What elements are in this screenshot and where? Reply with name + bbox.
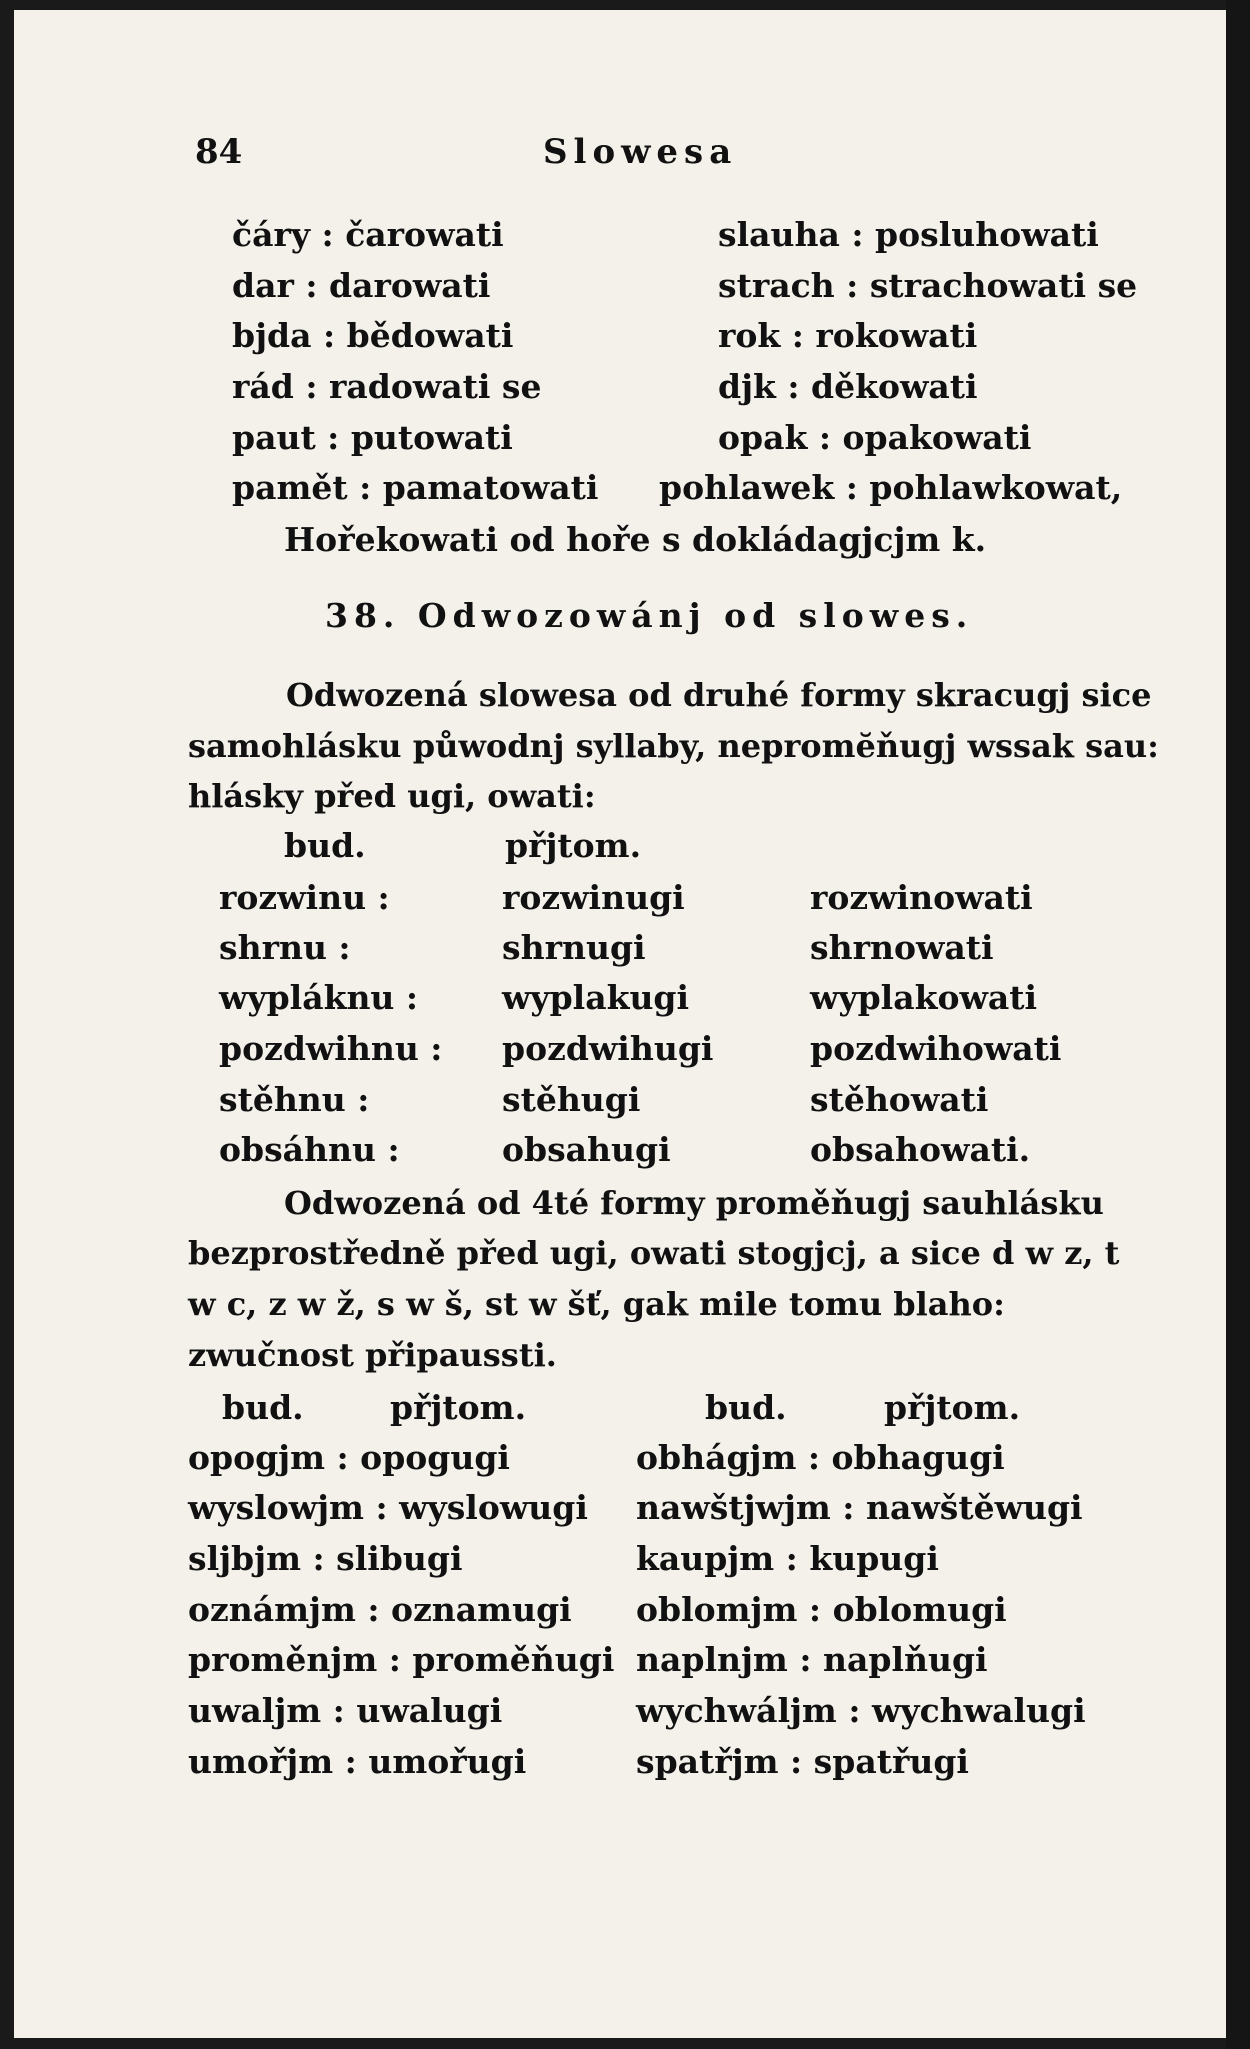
- table2-left-item: sljbjm : slibugi: [188, 1539, 463, 1578]
- column-head-future: bud.: [222, 1388, 304, 1427]
- paragraph-line: zwučnost připaussti.: [188, 1336, 557, 1374]
- table2-right-item: nawštjwjm : nawštěwugi: [636, 1488, 1083, 1527]
- table1-cell: wypláknu :: [219, 978, 419, 1017]
- pair-left: rád : radowati se: [232, 367, 542, 406]
- table1-cell: shrnugi: [502, 928, 646, 967]
- pair-right: pohlawek : pohlawkowat,: [659, 468, 1123, 507]
- note-line: Hořekowati od hoře s dokládagjcjm k.: [284, 520, 987, 559]
- pair-right: opak : opakowati: [718, 418, 1032, 457]
- column-head-future: bud.: [284, 826, 366, 865]
- pair-right: djk : děkowati: [718, 367, 978, 406]
- table1-cell: obsáhnu :: [219, 1130, 400, 1169]
- column-head-present: přjtom.: [884, 1388, 1021, 1427]
- table1-cell: pozdwihugi: [502, 1029, 714, 1068]
- table1-cell: shrnu :: [219, 928, 351, 967]
- scan-edge: [1226, 0, 1250, 2049]
- paragraph-line: bezprostředně před ugi, owati stogjcj, a sice d w z, t: [188, 1234, 1120, 1272]
- table1-cell: rozwinugi: [502, 878, 685, 917]
- table2-left-item: uwaljm : uwalugi: [188, 1691, 503, 1730]
- table1-cell: stěhnu :: [219, 1080, 370, 1119]
- pair-right: rok : rokowati: [718, 316, 978, 355]
- column-head-present: přjtom.: [505, 826, 642, 865]
- pair-right: strach : strachowati se: [718, 266, 1138, 305]
- column-head-future: bud.: [705, 1388, 787, 1427]
- table2-right-item: kaupjm : kupugi: [636, 1539, 939, 1578]
- section-title: 38. Odwozowánj od slowes.: [325, 596, 974, 635]
- pair-right: slauha : posluhowati: [718, 215, 1099, 254]
- page-number: 84: [195, 132, 243, 172]
- table2-left-item: umořjm : umořugi: [188, 1742, 527, 1781]
- table1-cell: rozwinowati: [810, 878, 1033, 917]
- table1-cell: shrnowati: [810, 928, 994, 967]
- paragraph-line: Odwozená slowesa od druhé formy skracugj sice: [286, 676, 1152, 714]
- column-head-present: přjtom.: [390, 1388, 527, 1427]
- paragraph-line: Odwozená od 4té formy proměňugj sauhlásku: [284, 1184, 1104, 1222]
- table2-right-item: oblomjm : oblomugi: [636, 1590, 1007, 1629]
- table1-cell: pozdwihowati: [810, 1029, 1062, 1068]
- table1-cell: wyplakowati: [810, 978, 1038, 1017]
- table1-cell: pozdwihnu :: [219, 1029, 443, 1068]
- pair-left: pamět : pamatowati: [232, 468, 599, 507]
- paragraph-line: w c, z w ž, s w š, st w šť, gak mile tomu blaho:: [188, 1285, 1005, 1323]
- paragraph-line: hlásky před ugi, owati:: [188, 777, 596, 815]
- pair-left: bjda : bědowati: [232, 316, 514, 355]
- table2-left-item: proměnjm : proměňugi: [188, 1640, 615, 1679]
- table1-cell: stěhugi: [502, 1080, 641, 1119]
- table2-right-item: wychwáljm : wychwalugi: [636, 1691, 1086, 1730]
- table2-right-item: naplnjm : naplňugi: [636, 1640, 988, 1679]
- table1-cell: rozwinu :: [219, 878, 390, 917]
- table1-cell: stěhowati: [810, 1080, 989, 1119]
- book-page: [14, 10, 1226, 2038]
- pair-left: čáry : čarowati: [232, 215, 504, 254]
- pair-left: paut : putowati: [232, 418, 513, 457]
- table2-right-item: spatřjm : spatřugi: [636, 1742, 969, 1781]
- table2-left-item: wyslowjm : wyslowugi: [188, 1488, 588, 1527]
- running-title: Slowesa: [543, 132, 738, 172]
- table1-cell: obsahugi: [502, 1130, 671, 1169]
- table2-left-item: oznámjm : oznamugi: [188, 1590, 572, 1629]
- table1-cell: obsahowati.: [810, 1130, 1031, 1169]
- table2-left-item: opogjm : opogugi: [188, 1438, 510, 1477]
- paragraph-line: samohlásku půwodnj syllaby, nepromĕňugj wssak sau:: [188, 727, 1159, 765]
- pair-left: dar : darowati: [232, 266, 491, 305]
- table1-cell: wyplakugi: [502, 978, 690, 1017]
- table2-right-item: obhágjm : obhagugi: [636, 1438, 1005, 1477]
